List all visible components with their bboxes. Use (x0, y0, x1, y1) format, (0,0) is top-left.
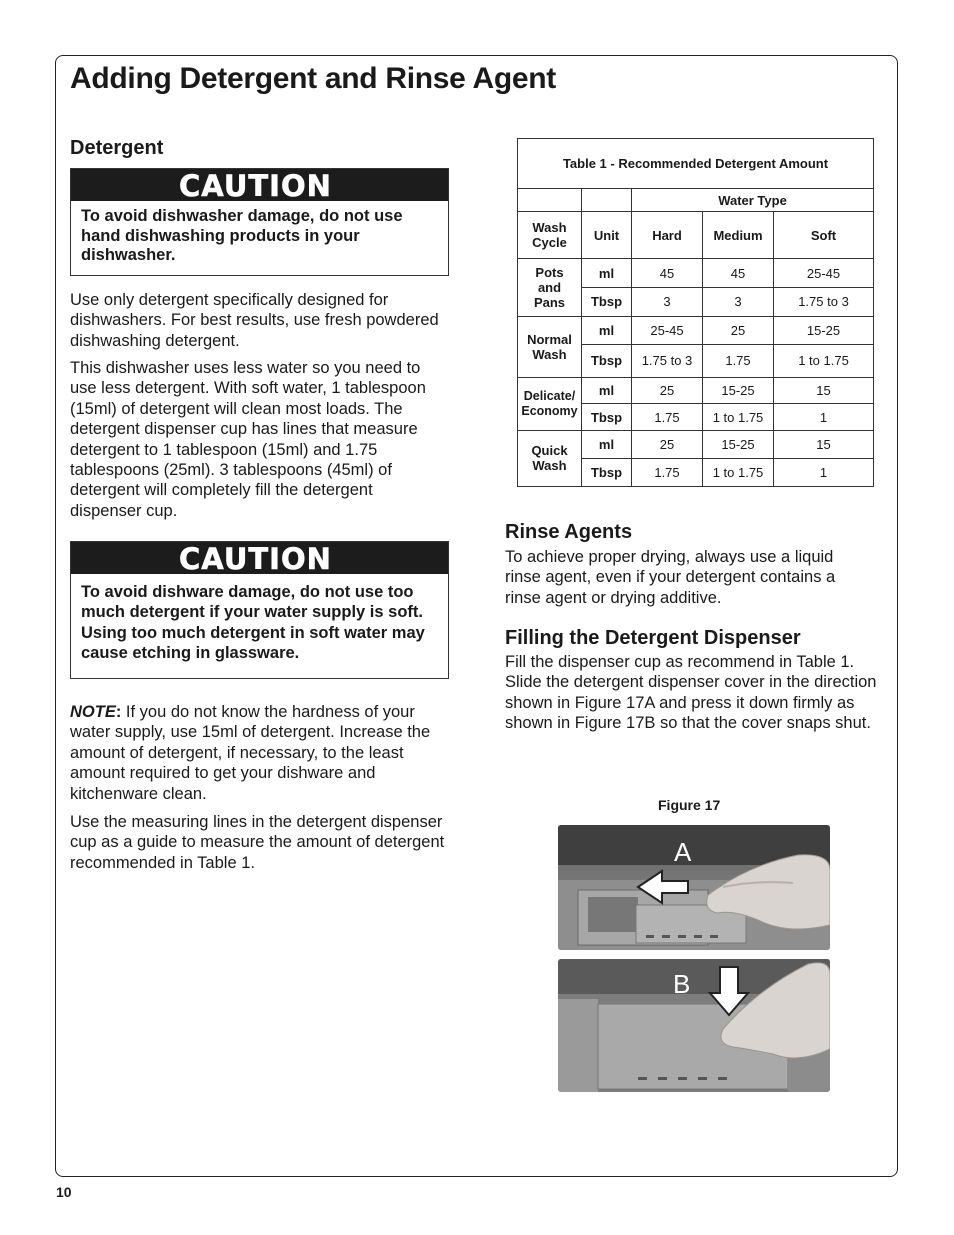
table-cell: 45 (703, 259, 774, 288)
cycle-normal-wash: Normal Wash (518, 316, 582, 377)
note-label: NOTE (70, 703, 116, 721)
header-unit: Unit (582, 212, 632, 259)
table-cell: 15-25 (703, 430, 774, 459)
figure-17b-photo (558, 959, 830, 1092)
table-row (518, 316, 874, 345)
unit-cell: ml (582, 430, 632, 459)
table-row (518, 377, 874, 404)
unit-cell: Tbsp (582, 287, 632, 316)
header-soft: Soft (774, 212, 874, 259)
rinse-agents-heading: Rinse Agents (505, 521, 633, 543)
detergent-paragraph-1: Use only detergent specifically designed for dishwashers. For best results, use fresh powdered dishwashing detergent. (70, 291, 439, 350)
unit-cell: Tbsp (582, 345, 632, 378)
filling-heading: Filling the Detergent Dispenser (505, 627, 801, 649)
dispenser-press-illustration (558, 959, 830, 1092)
note-text: If you do not know the hardness of your water supply, use 15ml of detergent. Increase the amount of detergent, if necessary, to the least amount required to get your dishware and kitchenware clean. (70, 703, 431, 803)
caution-text: To avoid dishware damage, do not use too much detergent if your water supply is soft. Using too much detergent in soft water may cause etching in glassware. (81, 583, 425, 663)
table-cell: 25 (703, 316, 774, 345)
cycle-delicate-economy: Delicate/ Economy (518, 377, 582, 430)
unit-cell: ml (582, 316, 632, 345)
header-hard: Hard (632, 212, 703, 259)
table-cell: 3 (632, 287, 703, 316)
table-row (518, 430, 874, 459)
detergent-amount-table (517, 138, 874, 487)
table-cell: 3 (703, 287, 774, 316)
table-cell: 25 (632, 377, 703, 404)
table-cell: 1.75 (632, 404, 703, 431)
table-cell: 25 (632, 430, 703, 459)
unit-cell: ml (582, 259, 632, 288)
table-cell: 15-25 (703, 377, 774, 404)
header-medium: Medium (703, 212, 774, 259)
table-empty-cell (518, 189, 582, 212)
table-cell: 1.75 to 3 (774, 287, 874, 316)
table-caption: Table 1 - Recommended Detergent Amount (518, 139, 874, 189)
caution-label: CAUTION (71, 542, 448, 574)
detergent-paragraph-2: This dishwasher uses less water so you need to use less detergent. With soft water, 1 tablespoon (15ml) of detergent will clean most loads. The detergent dispenser cup has lines that measure detergent to 1 tablespoon (15ml) and 1.75 tablespoons (25ml). 3 tablespoons (45ml) of detergent will completely fill the detergent dispenser cup. (70, 359, 426, 520)
figure-17a-photo (558, 825, 830, 950)
table-cell: 1 to 1.75 (703, 404, 774, 431)
caution-text: To avoid dishwasher damage, do not use hand dishwashing products in your dishwasher. (81, 207, 403, 264)
table-cell: 1 (774, 404, 874, 431)
figure-caption: Figure 17 (658, 797, 721, 813)
table-cell: 1.75 (632, 459, 703, 487)
note-paragraph (70, 702, 448, 804)
table-cell: 1.75 (703, 345, 774, 378)
cycle-pots-and-pans: Pots and Pans (518, 259, 582, 316)
water-type-header: Water Type (632, 189, 874, 212)
table-empty-cell (582, 189, 632, 212)
caution-label: CAUTION (71, 169, 448, 201)
table-cell: 25-45 (774, 259, 874, 288)
page-number: 10 (56, 1184, 72, 1200)
table-cell: 25-45 (632, 316, 703, 345)
table-cell: 1 to 1.75 (774, 345, 874, 378)
unit-cell: ml (582, 377, 632, 404)
table-cell: 45 (632, 259, 703, 288)
figure-label-a: A (674, 837, 692, 867)
unit-cell: Tbsp (582, 404, 632, 431)
caution-box-dishware (70, 541, 449, 679)
table-cell: 1 (774, 459, 874, 487)
caution-box-dishwasher (70, 168, 449, 276)
table-cell: 15-25 (774, 316, 874, 345)
filling-text: Fill the dispenser cup as recommend in Table 1. Slide the detergent dispenser cover in the direction shown in Figure 17A and press it down firmly as shown in Figure 17B so that the cover snaps shut. (505, 653, 877, 733)
detergent-paragraph-3: Use the measuring lines in the detergent dispenser cup as a guide to measure the amount of detergent recommended in Table 1. (70, 813, 445, 872)
table-cell: 15 (774, 377, 874, 404)
page-title: Adding Detergent and Rinse Agent (70, 62, 556, 95)
header-wash-cycle: Wash Cycle (518, 212, 582, 259)
unit-cell: Tbsp (582, 459, 632, 487)
detergent-heading: Detergent (70, 137, 164, 159)
table-row (518, 259, 874, 288)
figure-label-b: B (673, 969, 691, 999)
cycle-quick-wash: Quick Wash (518, 430, 582, 486)
rinse-agents-text: To achieve proper drying, always use a liquid rinse agent, even if your detergent contains a rinse agent or drying additive. (505, 548, 836, 607)
table-cell: 15 (774, 430, 874, 459)
dispenser-slide-illustration (558, 825, 830, 950)
note-colon: : (115, 703, 122, 721)
table-cell: 1 to 1.75 (703, 459, 774, 487)
table-cell: 1.75 to 3 (632, 345, 703, 378)
